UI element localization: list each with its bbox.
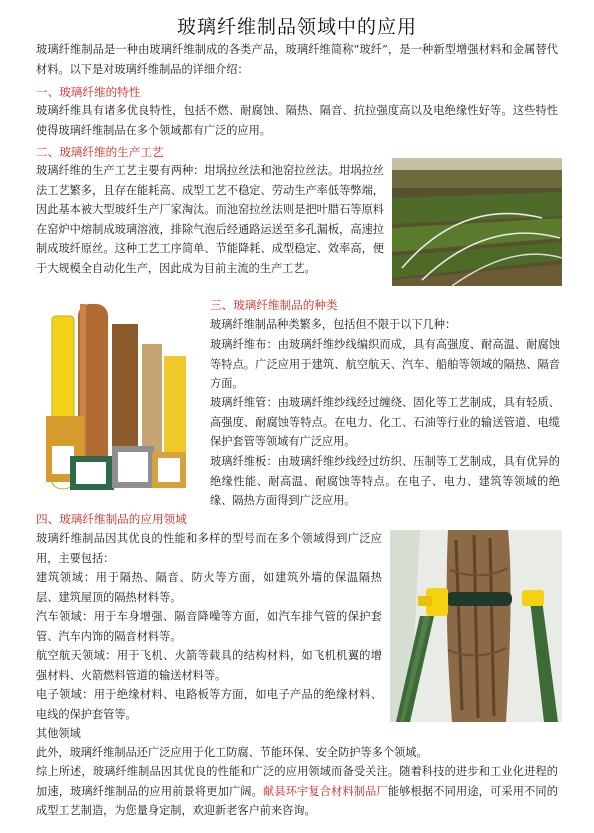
other-fields-body: 此外，玻璃纤维制品还广泛应用于化工防腐、节能环保、安全防护等多个领域。 — [36, 746, 428, 759]
fiberglass-profiles-photo — [34, 296, 200, 496]
tree-image — [390, 530, 562, 722]
section-4-item-auto: 汽车领域：用于车身增强、隔音降噪等方面，如汽车排气管的保护套管、汽车内饰的隔音材料等。 — [36, 610, 382, 643]
section-3-lead: 玻璃纤维制品种类繁多，包括但不限于以下几种： — [210, 318, 457, 331]
profiles-image — [34, 296, 200, 496]
other-fields-label: 其他领域 — [36, 727, 81, 740]
section-3-heading: 三、玻璃纤维制品的种类 — [210, 298, 338, 312]
section-3-item-cloth: 玻璃纤维布：由玻璃纤维纱线编织而成，具有高强度、耐高温、耐腐蚀等特点。广泛应用于建筑、航空航天、汽车、船舶等领域的隔热、隔音方面。 — [210, 338, 560, 391]
greenhouse-image — [392, 158, 562, 286]
intro-paragraph: 玻璃纤维制品是一种由玻璃纤维制成的各类产品，玻璃纤维简称“玻纤”，是一种新型增强材料和金属替代材料。以下是对玻璃纤维制品的详细介绍： — [36, 43, 558, 76]
tree-support-photo — [390, 530, 562, 722]
conclusion-paragraph — [36, 762, 558, 821]
section-4-item-building: 建筑领域：用于隔热、隔音、防火等方面，如建筑外墙的保温隔热层、建筑屋顶的隔热材料等。 — [36, 571, 382, 604]
conclusion-text-after: 能够根据不同用途，可采用不同的成型工艺制造，为您量身定制，欢迎新老客户前来咨询。 — [36, 784, 558, 818]
section-4-lead: 玻璃纤维制品因其优良的性能和多样的型号而在多个领域得到广泛应用，主要包括： — [36, 532, 382, 565]
section-1-heading: 一、玻璃纤维的特性 — [36, 85, 141, 99]
section-2-heading: 二、玻璃纤维的生产工艺 — [36, 145, 164, 159]
section-4-item-aerospace: 航空航天领域：用于飞机、火箭等载具的结构材料，如飞机机翼的增强材料、火箭燃料管道的输送材料等。 — [36, 649, 382, 682]
page-title: 玻璃纤维制品领域中的应用 — [176, 16, 417, 38]
conclusion-text-before: 综上所述，玻璃纤维制品因其优良的性能和广泛的应用领域而备受关注。随着科技的进步和工业化进程的加速，玻璃纤维制品的应用前景将更加广阔。 — [36, 765, 558, 798]
section-3-item-tube: 玻璃纤维管：由玻璃纤维纱线经过缠绕、固化等工艺制成，具有轻质、高强度、耐腐蚀等特点。在电力、化工、石油等行业的输送管道、电缆保护套管等领域有广泛应用。 — [210, 396, 560, 449]
section-1-body: 玻璃纤维具有诸多优良特性，包括不燃、耐腐蚀、隔热、隔音、抗拉强度高以及电绝缘性好等。这些特性使得玻璃纤维制品在多个领域都有广泛的应用。 — [36, 104, 558, 137]
company-name: 献县环宇复合材料制品厂 — [263, 784, 388, 798]
section-2-body: 玻璃纤维的生产工艺主要有两种：坩埚拉丝法和池窑拉丝法。坩埚拉丝法工艺繁多，且存在能耗高、成型工艺不稳定、劳动生产率低等弊端，因此基本被大型玻纤生产厂家淘汰。而池窑拉丝法则是把叶腊石等原料在窑炉中熔制成玻璃溶液，排除气泡后经通路运送至多孔漏板，高速拉制成玻纤原丝。这种工艺工序简单、节能降耗、成型稳定、效率高，便于大规模全自动化生产，因此成为目前主流的生产工艺。 — [36, 164, 384, 275]
section-4-item-electronics: 电子领域：用于绝缘材料、电路板等方面，如电子产品的绝缘材料、电线的保护套管等。 — [36, 688, 382, 721]
section-3-item-board: 玻璃纤维板：由玻璃纤维纱线经过纺织、压制等工艺制成，具有优异的绝缘性能、耐高温、耐腐蚀等特点。在电子、电力、建筑等领域的绝缘、隔热方面得到广泛应用。 — [210, 455, 560, 508]
greenhouse-photo — [392, 158, 562, 286]
section-4-heading: 四、玻璃纤维制品的应用领域 — [36, 512, 187, 526]
